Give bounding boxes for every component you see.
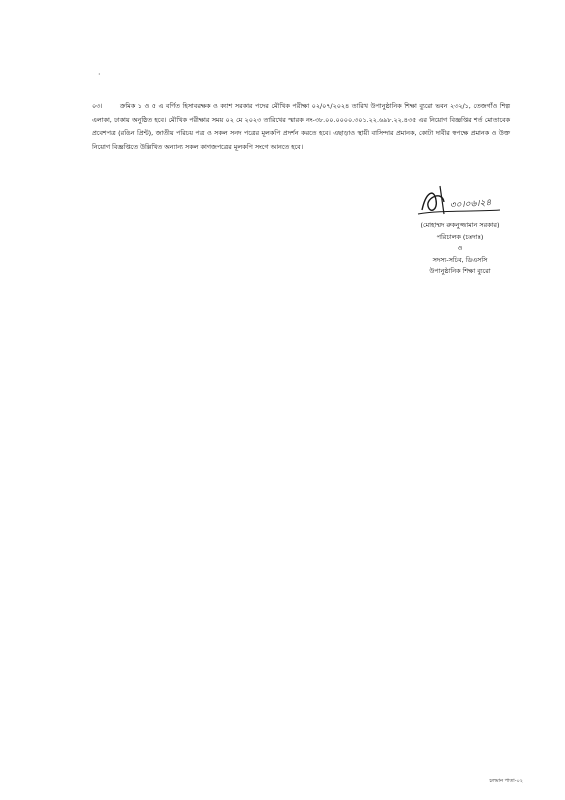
continued-page-note: চলমান পাতা-০২ <box>489 778 523 784</box>
signatory-and: ও <box>457 244 463 252</box>
signature-block <box>386 180 534 278</box>
paragraph-text: ক্রমিক ১ ও ৫ এ বর্ণিত হিসাবরক্ষক ও ক্যাশ সরকার পদের মৌখিক পরীক্ষা ০২/০৭/২০২৪ তারিখ উপানুষ্ঠানিক শিক্ষা ব্যুরো ভবন ২৩২/১, তেজগাঁও শিল্প এলাকা, ঢাকায় অনুষ্ঠিত হবে। মৌখিক পরীক্ষার সময় ০২ মে ২০২৩ তারিখের স্মারক নং-৩৮.০০.০০০০.৩০১.২২.৬৯৮.২২.৪৩৫ এর নিয়োগ বিজ্ঞপ্তির শর্ত মোতাবেক প্রবেশপত্র (রঙিন প্রিন্ট), জাতীয় পরিচয় পত্র ও সকল সনদ পত্রের মূলকপি প্রদর্শন করতে হবে। এছাড়াও স্থায়ী বাসিন্দার প্রমানক, কোটা দাবীর স্বপক্ষে প্রমানক ও উক্ত নিয়োগ বিজ্ঞপ্তিতে উল্লিখিত অন্যান্য সকল কাগজপত্রের মূলকপি সংগে আনতে হবে। <box>92 102 510 151</box>
paragraph-number: ০৩। <box>92 102 103 110</box>
signatory-name: (মোহাম্মদ রুকনুজ্জামান সরকার) <box>420 221 500 229</box>
signatory-title-director: পরিচালক (চঃদাঃ) <box>436 232 484 241</box>
signatory-title-member-secretary: সদস্য-সচিব, ডিএসসি <box>432 255 488 264</box>
signature-icon <box>400 180 520 220</box>
signature-date: ৩০।০৬।২৪ <box>449 198 492 211</box>
notice-paragraph <box>92 100 510 154</box>
signatory-office: উপানুষ্ঠানিক শিক্ষা ব্যুরো <box>429 267 491 275</box>
margin-mark: · <box>98 70 101 79</box>
